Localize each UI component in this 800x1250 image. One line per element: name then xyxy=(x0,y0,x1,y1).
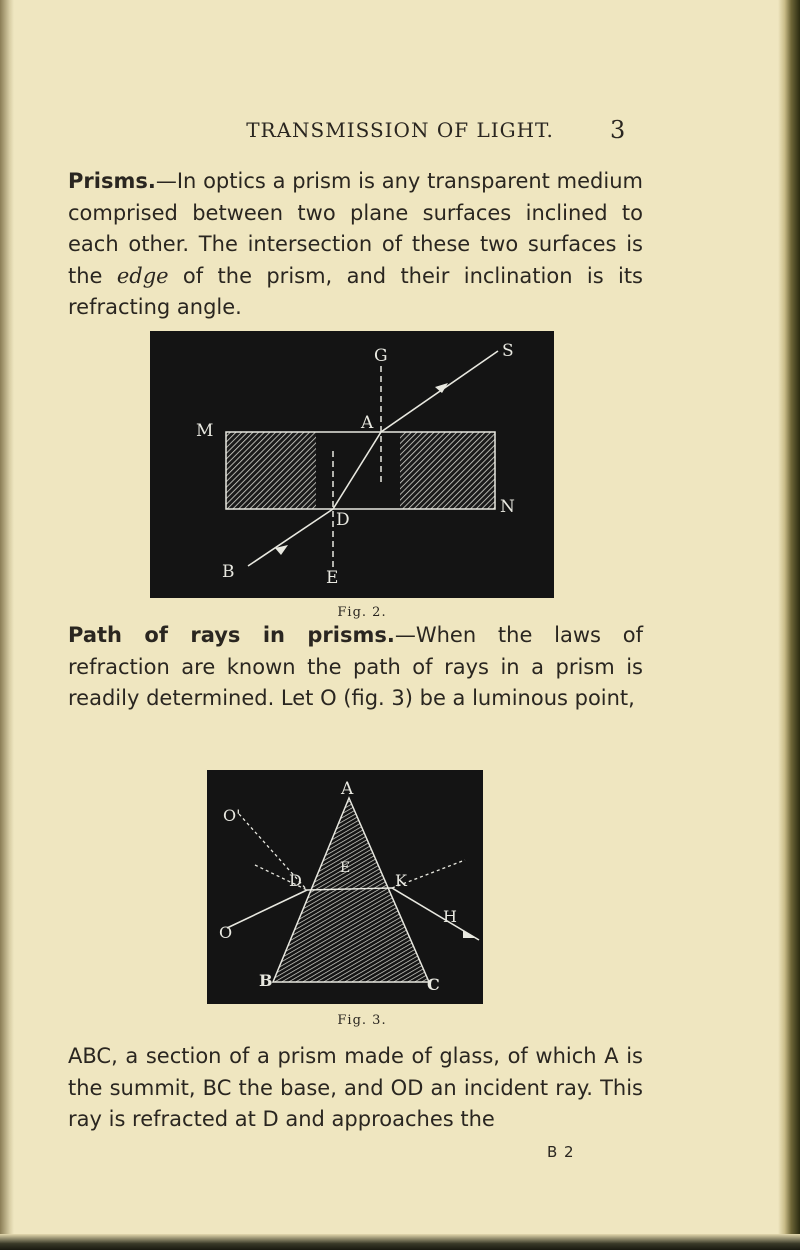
heading-prisms: Prisms. xyxy=(68,169,156,193)
label-e: E xyxy=(326,568,339,588)
paragraph-prisms xyxy=(68,166,643,324)
label-b: B xyxy=(259,971,273,990)
glass-plate-left xyxy=(226,432,316,509)
paragraph-path-of-rays xyxy=(68,620,643,715)
label-o: O xyxy=(219,923,233,942)
label-n: N xyxy=(500,497,515,517)
heading-path-of-rays: Path of rays in prisms. xyxy=(68,623,395,647)
label-b: B xyxy=(222,562,235,582)
text-prisms-1: —In optics a prism is any transparent medium comprised between two plane surfaces inclined to each other. The intersection of these two surfaces is the xyxy=(68,169,643,288)
text-path-of-rays: —When the laws of refraction are known the path of rays in a prism is readily determined. Let O (fig. 3) be a luminous point, xyxy=(68,623,643,710)
glass-plate-right xyxy=(400,432,495,509)
figure-3-caption: Fig. 3. xyxy=(337,1013,387,1028)
label-c: C xyxy=(427,975,440,994)
label-h: H xyxy=(443,907,457,926)
signature-mark: B 2 xyxy=(547,1143,575,1161)
paragraph-abc: ABC, a section of a prism made of glass, of which A is the summit, BC the base, and OD an incident ray. This ray is refracted at D and approaches the xyxy=(68,1044,643,1131)
label-g: G xyxy=(374,346,388,366)
italic-edge: edge xyxy=(116,263,169,288)
page-edge-right xyxy=(778,0,800,1250)
label-d: D xyxy=(336,510,350,530)
text-prisms-2: of the prism, and their inclination is its refracting angle. xyxy=(68,263,644,319)
page-edge-left xyxy=(0,0,14,1250)
label-a: A xyxy=(341,779,354,799)
label-s: S xyxy=(502,341,514,361)
label-k: K xyxy=(395,871,407,890)
page-edge-bottom xyxy=(0,1234,800,1250)
label-m: M xyxy=(196,421,214,441)
figure-3 xyxy=(207,770,483,1004)
label-d: D xyxy=(289,871,302,890)
label-o-top: O' xyxy=(223,806,241,825)
header-title: TRANSMISSION OF LIGHT. xyxy=(246,118,554,142)
running-header xyxy=(0,118,800,142)
label-a: A xyxy=(361,413,374,433)
page-number: 3 xyxy=(610,116,626,144)
label-e: E xyxy=(340,860,351,876)
figure-2-caption: Fig. 2. xyxy=(337,605,387,620)
figure-2 xyxy=(150,331,554,598)
